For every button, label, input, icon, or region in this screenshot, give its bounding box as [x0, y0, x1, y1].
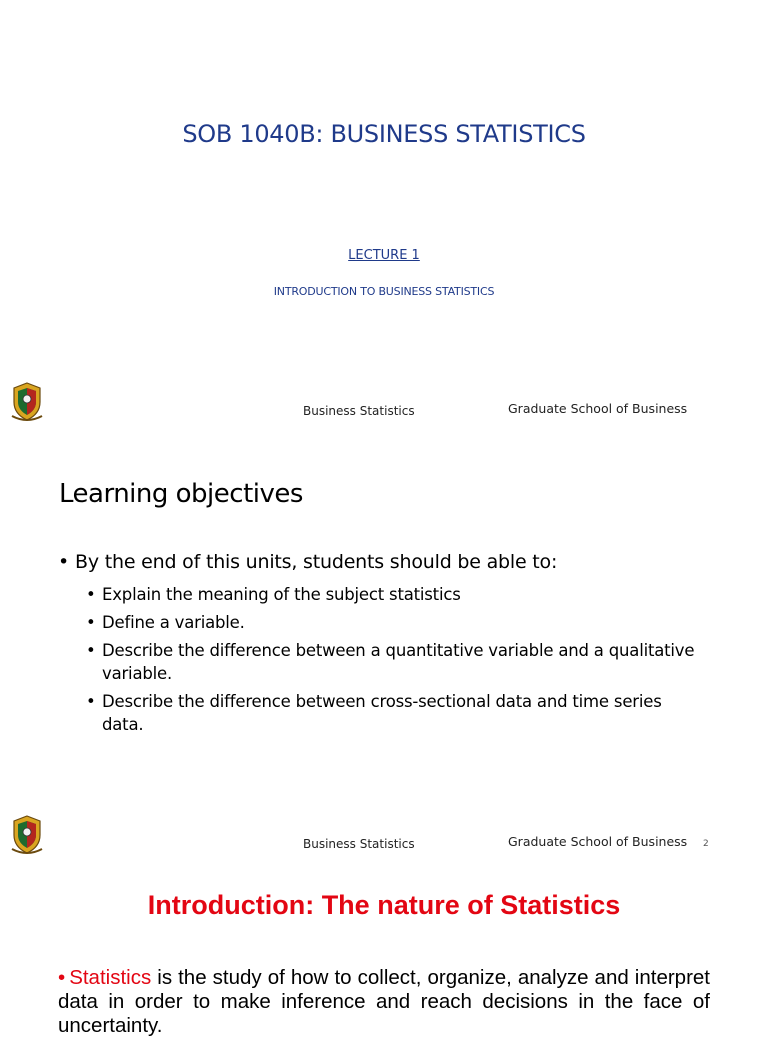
- slide-heading: Learning objectives: [59, 479, 303, 509]
- footer-course-name: Business Statistics: [303, 404, 415, 418]
- course-title: SOB 1040B: BUSINESS STATISTICS: [182, 120, 586, 148]
- footer-course-name: Business Statistics: [303, 837, 415, 851]
- list-item: • Explain the meaning of the subject statistics: [86, 583, 706, 606]
- university-crest-icon: [10, 380, 44, 422]
- objectives-slide: [0, 433, 768, 866]
- footer-school-name: Graduate School of Business: [508, 401, 688, 416]
- slide-heading: Introduction: The nature of Statistics: [147, 890, 621, 920]
- objectives-list: [86, 583, 706, 741]
- university-crest-icon: [10, 813, 44, 855]
- lecture-label: LECTURE 1: [348, 248, 420, 263]
- definition-text: is the study of how to collect, organize, analyze and interpret data in order to make inference and reach decisions in the face of uncertainty.: [58, 966, 710, 1037]
- definition-paragraph: [58, 966, 710, 1038]
- title-slide: [0, 0, 768, 433]
- intro-bullet: • By the end of this units, students should be able to:: [58, 551, 557, 573]
- list-item: • Describe the difference between cross-sectional data and time series data.: [86, 690, 706, 736]
- footer-school-name: Graduate School of Business: [508, 834, 688, 849]
- intro-slide: [0, 866, 768, 1037]
- lecture-subtitle: INTRODUCTION TO BUSINESS STATISTICS: [273, 285, 495, 298]
- page-number: 2: [703, 839, 709, 849]
- keyword-statistics: Statistics: [69, 966, 152, 989]
- list-item: • Define a variable.: [86, 611, 706, 634]
- bullet-icon: •: [58, 966, 66, 989]
- list-item: • Describe the difference between a quantitative variable and a qualitative variable.: [86, 639, 706, 685]
